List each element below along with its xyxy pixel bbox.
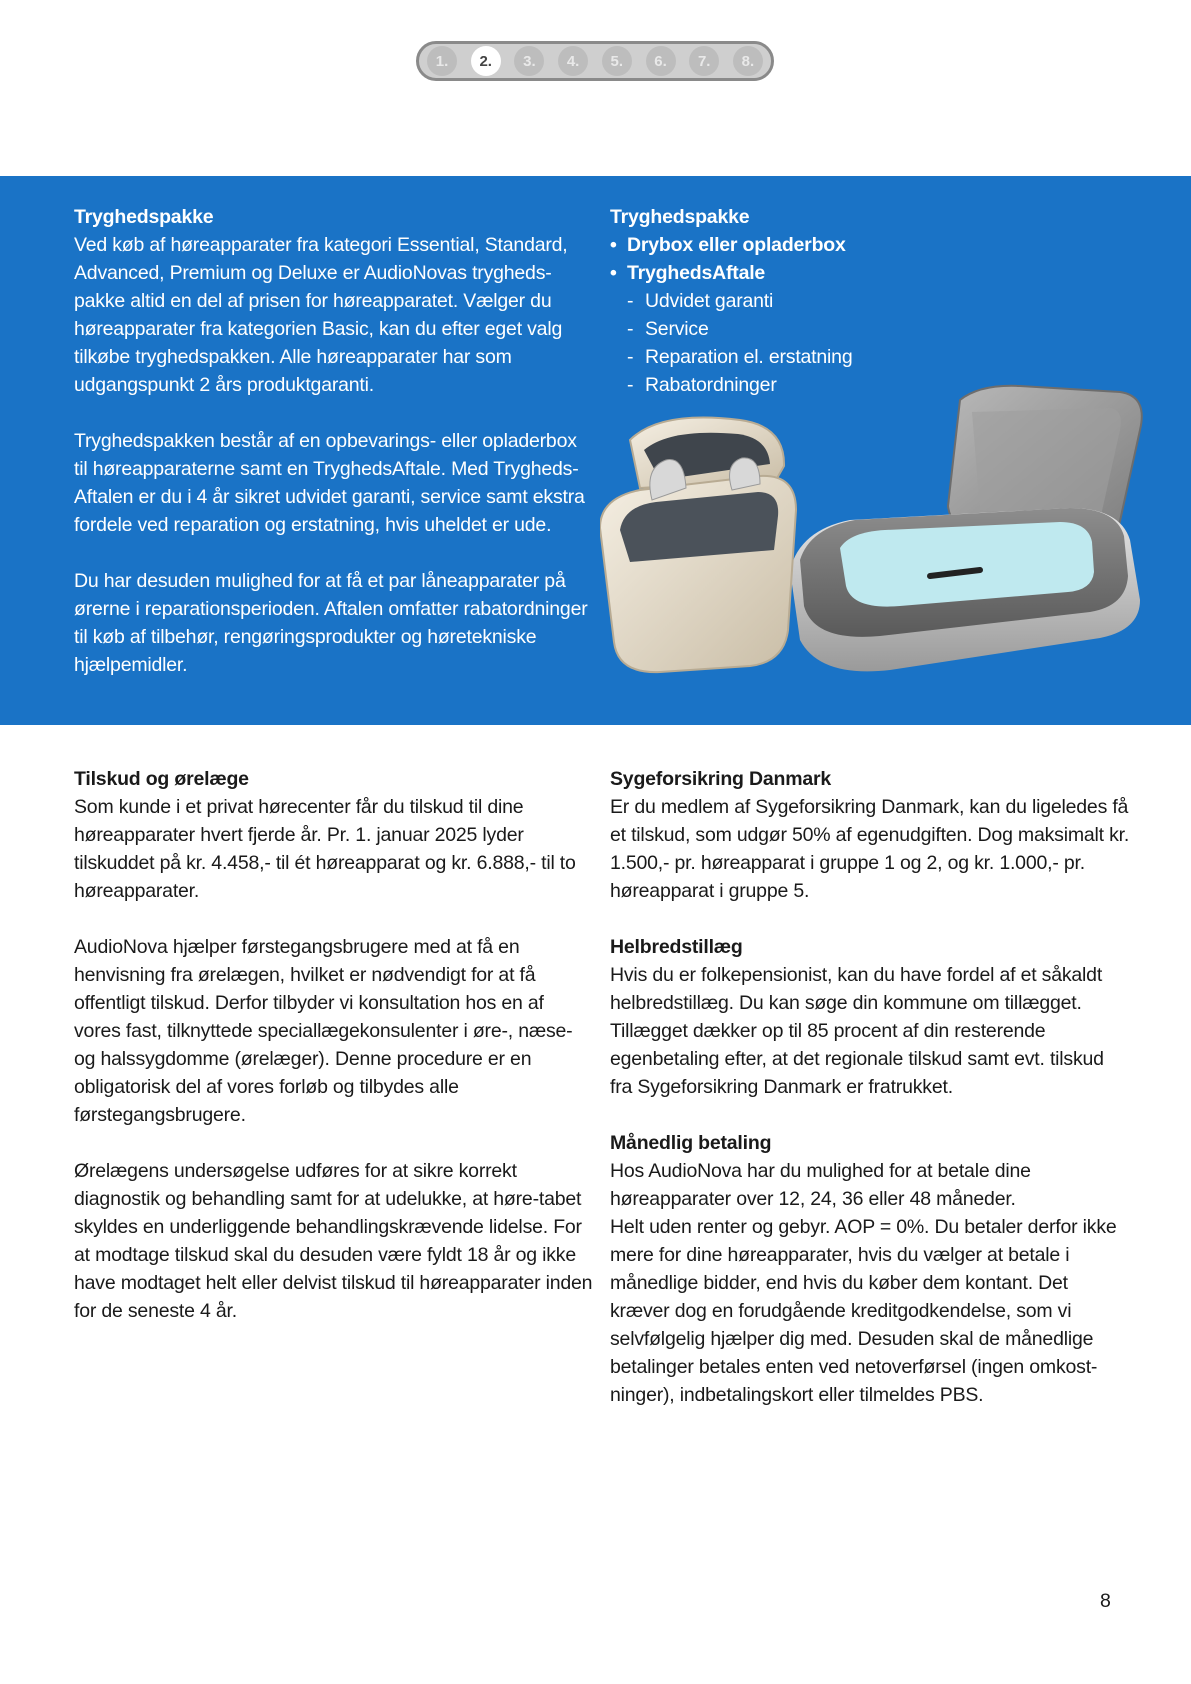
step-2-active[interactable]: 2. xyxy=(471,46,501,76)
helbredstillaeg-heading: Helbredstillæg xyxy=(610,936,743,958)
tryghedspakke-paragraph-2: Tryghedspakken består af en opbevarings- eller opladerbox til høreapparaterne samt en TryghedsAftale. Med Trygheds-Aftalen er du i 4 år sikret udvidet garanti, service samt ekstra fordele ved reparation og erstatning, hvis uheldet er ude. xyxy=(74,430,585,536)
tryghedspakke-paragraph-1: Ved køb af høreapparater fra kategori Essential, Standard, Advanced, Premium og Deluxe er AudioNovas trygheds-pakke altid en del af prisen for høreapparatet. Vælger du høreapparater fra kategorien Basic, kan du efter eget valg tilkøbe tryghedspakken. Alle høreapparater har som udgangspunkt 2 års produktgaranti. xyxy=(74,234,568,396)
step-5[interactable]: 5. xyxy=(602,46,632,76)
step-6[interactable]: 6. xyxy=(646,46,676,76)
charger-cases-image xyxy=(600,380,1160,700)
sygeforsikring-heading: Sygeforsikring Danmark xyxy=(610,768,832,790)
step-pager xyxy=(416,41,774,81)
charger-icon xyxy=(600,418,796,673)
step-3[interactable]: 3. xyxy=(514,46,544,76)
tilskud-paragraph-3: Ørelægens undersøgelse udføres for at sikre korrekt diagnostik og behandling samt for at udelukke, at høre-tabet skyldes en underliggende behandlingskrævende lidelse. For at modtage tilskud skal du desuden være fyldt 18 år og ikke have modtaget helt eller delvist tilskud til høreapparater inden for de seneste 4 år. xyxy=(74,1160,593,1322)
step-7[interactable]: 7. xyxy=(689,46,719,76)
tryghedspakke-list-column xyxy=(610,203,1090,399)
sub-item-rabat: - Rabatordninger xyxy=(610,371,1090,399)
helbredstillaeg-text: Hvis du er folkepensionist, kan du have fordel af et såkaldt helbredstillæg. Du kan søge din kommune om tillægget. Tillægget dækker op til 85 procent af din resterende egenbetaling efter, at det regionale tilskud samt evt. tilskud fra Sygeforsikring Danmark er fratrukket. xyxy=(610,964,1104,1098)
maanedlig-betaling-text-2: Helt uden renter og gebyr. AOP = 0%. Du betaler derfor ikke mere for dine høreapparater, hvis du vælger at betale i månedlige bidder, end hvis du køber dem kontant. Det kræver dog en forudgående kreditgodkendelse, som vi selvfølgelig hjælper dig med. Desuden skal de månedlige betalinger betales enten ved netoverførsel (ingen omkost-ninger), indbetalingskort eller tilmeldes PBS. xyxy=(610,1216,1117,1406)
tryghedspakke-bullets xyxy=(610,231,1090,287)
sub-item-garanti: - Udvidet garanti xyxy=(610,287,1090,315)
tryghedspakke-heading: Tryghedspakke xyxy=(74,206,214,228)
sygeforsikring-column xyxy=(610,765,1130,1409)
maanedlig-betaling-text-1: Hos AudioNova har du mulighed for at betale dine høreapparater over 12, 24, 36 eller 48 måneder. xyxy=(610,1160,1031,1210)
page-number: 8 xyxy=(1100,1590,1111,1612)
tryghedspakke-text-column xyxy=(74,203,594,707)
step-1[interactable]: 1. xyxy=(427,46,457,76)
bullet-drybox: • Drybox eller opladerbox xyxy=(610,231,1090,259)
step-4[interactable]: 4. xyxy=(558,46,588,76)
tilskud-column xyxy=(74,765,594,1353)
tilskud-paragraph-1: Som kunde i et privat hørecenter får du tilskud til dine høreapparater hvert fjerde år. Pr. 1. januar 2025 lyder tilskuddet på kr. 4.458,- til ét høreapparat og kr. 6.888,- til to høreapparater. xyxy=(74,796,576,902)
bullet-tryghedsaftale: • TryghedsAftale xyxy=(610,259,1090,287)
drybox-icon xyxy=(790,386,1142,672)
maanedlig-betaling-heading: Månedlig betaling xyxy=(610,1132,772,1154)
sub-item-service: - Service xyxy=(610,315,1090,343)
step-8[interactable]: 8. xyxy=(733,46,763,76)
tryghedspakke-list-heading: Tryghedspakke xyxy=(610,206,750,228)
sygeforsikring-text: Er du medlem af Sygeforsikring Danmark, kan du ligeledes få et tilskud, som udgør 50% af egenudgiften. Dog maksimalt kr. 1.500,- pr. høreapparat i gruppe 1 og 2, og kr. 1.000,- pr. høreapparat i gruppe 5. xyxy=(610,796,1130,902)
tilskud-paragraph-2: AudioNova hjælper førstegangsbrugere med at få en henvisning fra ørelægen, hvilket er nødvendigt for at få offentligt tilskud. Derfor tilbyder vi konsultation hos en af vores fast, tilknyttede speciallægekonsulenter i øre-, næse- og halssygdomme (ørelæger). Denne procedure er en obligatorisk del af vores forløb og tilbydes alle førstegangsbrugere. xyxy=(74,936,573,1126)
tryghedspakke-paragraph-3: Du har desuden mulighed for at få et par låneapparater på ørerne i reparationsperioden. Aftalen omfatter rabatordninger til køb af tilbehør, rengøringsprodukter og høretekniske hjælpemidler. xyxy=(74,570,588,676)
tilskud-heading: Tilskud og ørelæge xyxy=(74,768,249,790)
sub-item-reparation: - Reparation el. erstatning xyxy=(610,343,1090,371)
